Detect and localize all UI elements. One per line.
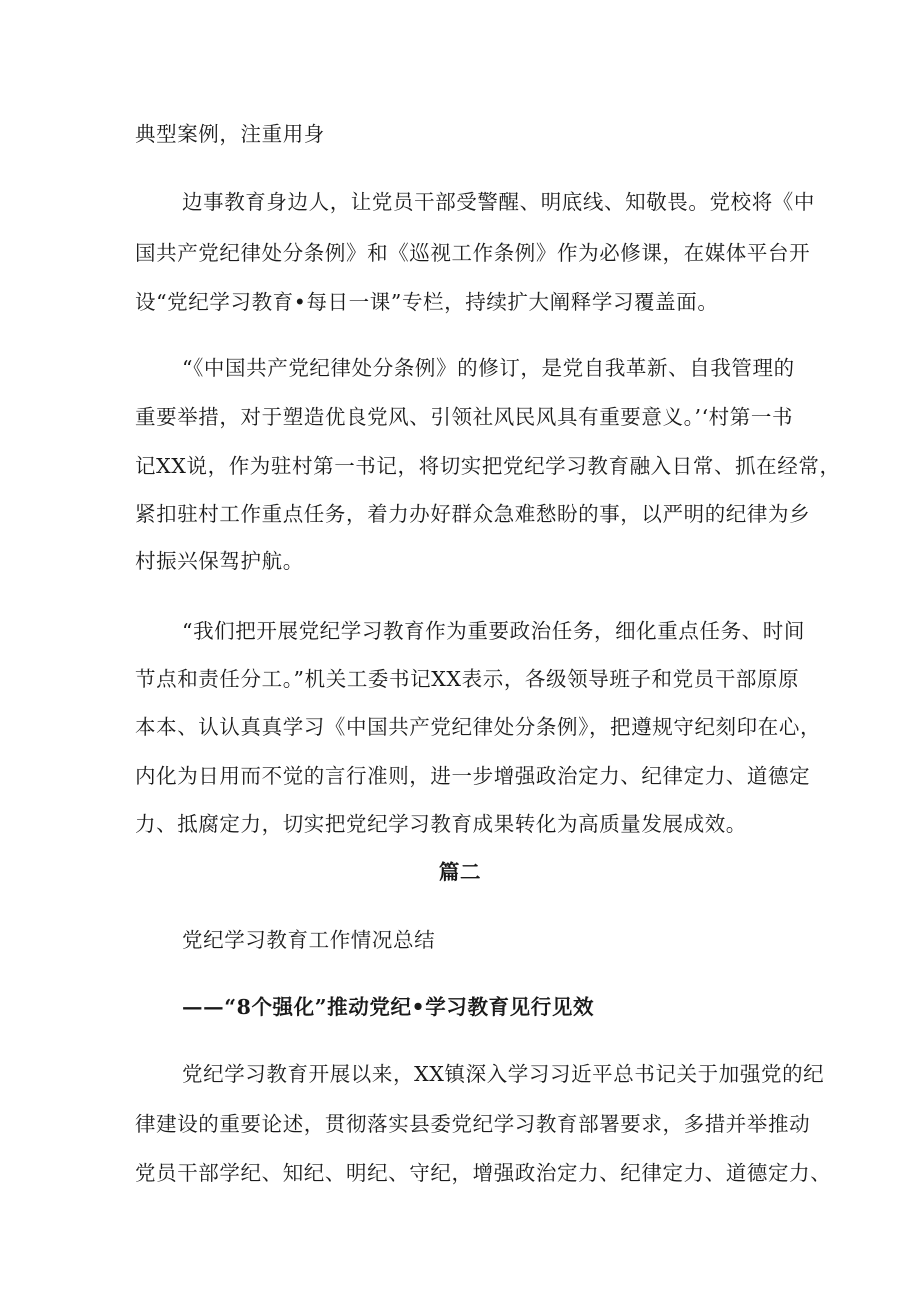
paragraph-line: 本本、认认真真学习《中国共产党纪律处分条例》，把遵规守纪刻印在心， xyxy=(135,715,822,739)
section-heading: 篇二 xyxy=(438,860,482,884)
section-title: 党纪学习教育工作情况总结 xyxy=(182,928,436,952)
section-subtitle: ——“8个强化”推动党纪•学习教育见行见效 xyxy=(182,995,595,1019)
paragraph-line: 设“党纪学习教育•每日一课”专栏，持续扩大阐释学习覆盖面。 xyxy=(135,290,719,314)
paragraph-line: “我们把开展党纪学习教育作为重要政治任务，细化重点任务、时间 xyxy=(182,619,805,643)
paragraph-line: 节点和责任分工。”机关工委书记XX表示，各级领导班子和党员干部原原 xyxy=(135,667,800,691)
paragraph-line: 重要举措，对于塑造优良党风、引领社风民风具有重要意义。’‘村第一书 xyxy=(135,405,794,429)
paragraph-line: 国共产党纪律处分条例》和《巡视工作条例》作为必修课，在媒体平台开 xyxy=(135,241,811,265)
paragraph-line: 律建设的重要论述，贯彻落实县委党纪学习教育部署要求，多措并举推动 xyxy=(135,1112,811,1136)
paragraph-line: 党纪学习教育开展以来，XX镇深入学习习近平总书记关于加强党的纪 xyxy=(182,1062,825,1086)
paragraph-line: 典型案例，注重用身 xyxy=(135,122,325,146)
paragraph-line: 边事教育身边人，让党员干部受警醒、明底线、知敬畏。党校将《中 xyxy=(182,190,815,214)
paragraph-line: 紧扣驻村工作重点任务，着力办好群众急难愁盼的事，以严明的纪律为乡 xyxy=(135,502,811,526)
paragraph-line: 力、抵腐定力，切实把党纪学习教育成果转化为高质量发展成效。 xyxy=(135,812,747,836)
paragraph-line: 村振兴保驾护航。 xyxy=(135,549,304,573)
paragraph-line: 党员干部学纪、知纪、明纪、守纪，增强政治定力、纪律定力、道德定力、 xyxy=(135,1161,832,1185)
paragraph-line: “《中国共产党纪律处分条例》的修订，是党自我革新、自我管理的 xyxy=(182,356,795,380)
paragraph-line: 记XX说，作为驻村第一书记，将切实把党纪学习教育融入日常、抓在经常， xyxy=(135,454,841,478)
paragraph-line: 内化为日用而不觉的言行准则，进一步增强政治定力、纪律定力、道德定 xyxy=(135,764,811,788)
